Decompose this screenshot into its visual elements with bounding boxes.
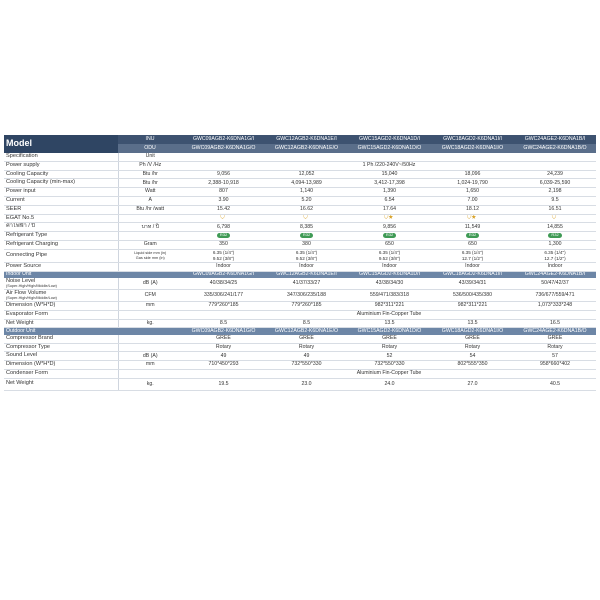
value-cell: 16.51 — [514, 205, 596, 214]
table-row — [4, 223, 596, 232]
row-label: Net Weight — [4, 378, 118, 390]
egat-cell — [182, 214, 265, 223]
spec-table — [4, 135, 596, 391]
value-cell: 49 — [182, 352, 265, 361]
refrigerant-cell — [514, 232, 596, 241]
value-cell: Rotary — [348, 343, 431, 352]
inu-model: GWC09AGB2-K6DNA1G/I — [182, 135, 265, 144]
row-unit — [118, 262, 182, 271]
table-row — [4, 370, 596, 379]
table-row — [4, 335, 596, 343]
pipe-cell — [182, 249, 265, 262]
table-row — [4, 205, 596, 214]
row-label: Net Weight — [4, 319, 118, 328]
section-title: Indoor Unit — [4, 271, 118, 278]
table-row — [4, 179, 596, 188]
value-cell: 23.0 — [265, 378, 348, 390]
value-cell: 9,056 — [182, 170, 265, 179]
row-label: Refrigerant Type — [4, 232, 118, 241]
value-cell: 3.90 — [182, 196, 265, 205]
value-cell: 536/500/435/380 — [431, 290, 514, 302]
value-cell: 710*450*293 — [182, 361, 265, 370]
row-label: Compressor Type — [4, 343, 118, 352]
row-label: Connecting Pipe — [4, 249, 118, 262]
value-cell: 57 — [514, 352, 596, 361]
value-cell: 15,040 — [348, 170, 431, 179]
outdoor-model: GWC12AGB2-K6DNA1E/O — [265, 328, 348, 335]
table-row — [4, 319, 596, 328]
value-cell: 380 — [265, 240, 348, 249]
value-cell: 16.5 — [514, 319, 596, 328]
egat-cell — [514, 214, 596, 223]
table-row — [4, 310, 596, 319]
table-row — [4, 352, 596, 361]
value-cell: 7.00 — [431, 196, 514, 205]
value-cell: 6,798 — [182, 223, 265, 232]
egat-cell — [348, 214, 431, 223]
value-cell: 6.54 — [348, 196, 431, 205]
value-cell: 1,650 — [431, 188, 514, 197]
pipe-liquid: 6.35 (1/4") — [461, 249, 484, 255]
pipe-gas: 12.7 (1/2") — [544, 255, 566, 261]
table-row — [4, 378, 596, 390]
row-unit: Btu /hr /watt — [118, 205, 182, 214]
energy-label-icon: ⛉ — [551, 215, 557, 222]
value-cell: 982*311*221 — [431, 302, 514, 311]
value-cell: 2,198 — [514, 188, 596, 197]
value-cell: Rotary — [431, 343, 514, 352]
row-label: Dimension (W*H*D) — [4, 302, 118, 311]
table-row — [4, 214, 596, 223]
refrigerant-cell — [431, 232, 514, 241]
value-cell: 40.5 — [514, 378, 596, 390]
row-label: Cooling Capacity (min-max) — [4, 179, 118, 188]
row-label: Air Flow Volume (Super-High/High/Middle/Low) — [4, 290, 118, 302]
table-cell — [118, 232, 182, 241]
row-unit: Btu /hr — [118, 170, 182, 179]
row-unit: dB (A) — [118, 352, 182, 361]
value-cell: 9.5 — [514, 196, 596, 205]
value-cell: 24,239 — [514, 170, 596, 179]
odu-model: GWC15AGD2-K6DNA1D/O — [348, 144, 431, 153]
row-unit: Ph /V /Hz — [118, 161, 182, 170]
table-row — [4, 153, 596, 161]
pipe-unit: Liquid side mm (in) — [134, 250, 167, 255]
value-cell: 18.12 — [431, 205, 514, 214]
value-cell: GREE — [182, 335, 265, 343]
egat-cell — [431, 214, 514, 223]
value-cell: 12,052 — [265, 170, 348, 179]
row-unit — [118, 370, 182, 379]
value-cell: 19.5 — [182, 378, 265, 390]
pipe-gas: 9.52 (3/8") — [295, 255, 318, 261]
inu-model: GWC15AGD2-K6DNA1D/I — [348, 135, 431, 144]
value-cell: 1,390 — [348, 188, 431, 197]
row-label: Power input — [4, 188, 118, 197]
value-cell: 982*311*221 — [348, 302, 431, 311]
row-label: Noise Level (Super-High/High/Middle/Low) — [4, 278, 118, 290]
energy-label-icon: ⛉★ — [466, 215, 477, 222]
value-cell: 779*260*185 — [182, 302, 265, 311]
value-cell: 11,549 — [431, 223, 514, 232]
row-label: Current — [4, 196, 118, 205]
table-row — [4, 278, 596, 290]
odu-model: GWC18AGD2-K6DNA1I/O — [431, 144, 514, 153]
value-cell: GREE — [514, 335, 596, 343]
refrigerant-badge: R32 — [383, 233, 396, 237]
pipe-cell — [431, 249, 514, 262]
pipe-cell — [265, 249, 348, 262]
row-unit: Unit — [118, 153, 182, 161]
table-row — [4, 262, 596, 271]
table-row — [4, 196, 596, 205]
value-cell: Indoor — [265, 262, 348, 271]
value-cell: 9,856 — [348, 223, 431, 232]
row-unit: A — [118, 196, 182, 205]
row-label: EGAT No.5 — [4, 214, 118, 223]
value-cell: 732*550*330 — [348, 361, 431, 370]
header-row-inu — [4, 135, 596, 144]
pipe-gas: 9.52 (3/8") — [212, 255, 235, 261]
row-unit: mm — [118, 302, 182, 311]
section-title: Outdoor Unit — [4, 328, 118, 335]
value-cell: 8.5 — [265, 319, 348, 328]
table-row — [4, 240, 596, 249]
value-cell: 49 — [265, 352, 348, 361]
value-cell: Indoor — [182, 262, 265, 271]
row-unit: kg. — [118, 319, 182, 328]
pipe-unit: Gas side mm (in) — [135, 255, 165, 260]
value-cell: 8,385 — [265, 223, 348, 232]
odu-label: ODU — [118, 144, 182, 153]
pipe-cell — [514, 249, 596, 262]
row-unit — [118, 343, 182, 352]
inu-model: GWC18AGD2-K6DNA1I/I — [431, 135, 514, 144]
pipe-liquid: 6.35 (1/4") — [212, 249, 235, 255]
table-cell — [118, 328, 182, 335]
value-cell: 54 — [431, 352, 514, 361]
row-label: Power supply — [4, 161, 118, 170]
row-unit — [118, 335, 182, 343]
value-cell: 958*660*402 — [514, 361, 596, 370]
value-cell: 347/306/235/188 — [265, 290, 348, 302]
table-row — [4, 161, 596, 170]
refrigerant-badge: R32 — [466, 233, 479, 237]
pipe-liquid: 6.35 (1/4") — [544, 249, 566, 255]
energy-label-icon: ⛉ — [303, 215, 308, 222]
value-cell: 43/39/34/31 — [431, 278, 514, 290]
row-label: Dimension (W*H*D) — [4, 361, 118, 370]
value-cell: GREE — [265, 335, 348, 343]
pipe-gas: 12.7 (1/2") — [461, 255, 484, 261]
value-cell: 16.62 — [265, 205, 348, 214]
value-cell: 807 — [182, 188, 265, 197]
value-cell: 5.20 — [265, 196, 348, 205]
row-label: Compressor Brand — [4, 335, 118, 343]
indoor-model: GWC12AGB2-K6DNA1E/I — [265, 271, 348, 278]
row-label: Sound Level — [4, 352, 118, 361]
value-cell: 559/471/383/318 — [348, 290, 431, 302]
row-unit: CFM — [118, 290, 182, 302]
row-unit — [118, 249, 182, 262]
row-unit — [118, 310, 182, 319]
value-cell: 802*555*350 — [431, 361, 514, 370]
value-cell: 1,073*333*248 — [514, 302, 596, 311]
odu-model: GWC09AGB2-K6DNA1G/O — [182, 144, 265, 153]
value-cell: 50/47/42/37 — [514, 278, 596, 290]
value-cell: 732*550*330 — [265, 361, 348, 370]
pipe-cell — [348, 249, 431, 262]
refrigerant-cell — [265, 232, 348, 241]
value-cell: 650 — [431, 240, 514, 249]
value-cell: Rotary — [182, 343, 265, 352]
model-heading: Model — [4, 135, 118, 153]
indoor-model: GWC18AGD2-K6DNA1I/I — [431, 271, 514, 278]
odu-model: GWC12AGB2-K6DNA1E/O — [265, 144, 348, 153]
row-unit: Gram — [118, 240, 182, 249]
value-cell: 1,300 — [514, 240, 596, 249]
value-cell: 1,140 — [265, 188, 348, 197]
table-row — [4, 343, 596, 352]
row-unit: บาท / ปี — [118, 223, 182, 232]
value-cell: 14,855 — [514, 223, 596, 232]
value-cell: Aluminium Fin-Copper Tube — [182, 310, 596, 319]
row-unit: kg. — [118, 378, 182, 390]
table-cell — [182, 153, 596, 161]
value-cell: GREE — [431, 335, 514, 343]
refrigerant-badge: R32 — [300, 233, 313, 237]
energy-label-icon: ⛉★ — [383, 215, 394, 222]
pipe-liquid: 6.35 (1/4") — [295, 249, 318, 255]
table-row — [4, 361, 596, 370]
refrigerant-cell — [348, 232, 431, 241]
value-cell: Indoor — [514, 262, 596, 271]
refrigerant-badge: R32 — [548, 233, 561, 237]
row-label: ค่าไฟฟ้า / ปี — [4, 223, 118, 232]
value-cell: Aluminium Fin-Copper Tube — [182, 370, 596, 379]
row-unit: dB (A) — [118, 278, 182, 290]
value-cell: 40/38/34/25 — [182, 278, 265, 290]
row-unit: Btu /hr — [118, 179, 182, 188]
value-cell: 15.42 — [182, 205, 265, 214]
value-cell: 350 — [182, 240, 265, 249]
table-row — [4, 249, 596, 262]
indoor-section-row — [4, 271, 596, 278]
refrigerant-badge: R32 — [217, 233, 230, 237]
value-cell: 27.0 — [431, 378, 514, 390]
value-cell: 13.5 — [431, 319, 514, 328]
value-cell: 8.5 — [182, 319, 265, 328]
table-cell — [118, 271, 182, 278]
value-cell: Rotary — [514, 343, 596, 352]
value-cell: 6,039-25,590 — [514, 179, 596, 188]
value-cell: GREE — [348, 335, 431, 343]
row-label: Power Source — [4, 262, 118, 271]
value-cell: 4,094-13,989 — [265, 179, 348, 188]
value-cell: 3,412-17,398 — [348, 179, 431, 188]
row-label: SEER — [4, 205, 118, 214]
value-cell: 650 — [348, 240, 431, 249]
table-row — [4, 170, 596, 179]
outdoor-model: GWC09AGB2-K6DNA1G/O — [182, 328, 265, 335]
table-row — [4, 302, 596, 311]
row-sublabel: (Super-High/High/Middle/Low) — [6, 284, 57, 289]
value-cell: 52 — [348, 352, 431, 361]
energy-label-icon: ⛉ — [220, 215, 225, 222]
row-label: Cooling Capacity — [4, 170, 118, 179]
value-cell: 1,024-19,790 — [431, 179, 514, 188]
pipe-liquid: 6.35 (1/4") — [378, 249, 401, 255]
refrigerant-cell — [182, 232, 265, 241]
inu-model: GWC12AGB2-K6DNA1E/I — [265, 135, 348, 144]
value-cell: 41/37/33/27 — [265, 278, 348, 290]
value-cell: 1 Ph /220-240V~/50Hz — [182, 161, 596, 170]
table-row — [4, 232, 596, 241]
indoor-model: GWC15AGD2-K6DNA1D/I — [348, 271, 431, 278]
odu-model: GWC24AGE2-K6DNA1B/O — [514, 144, 596, 153]
value-cell: 779*260*185 — [265, 302, 348, 311]
pipe-gas: 9.52 (3/8") — [378, 255, 401, 261]
outdoor-model: GWC15AGD2-K6DNA1D/O — [348, 328, 431, 335]
outdoor-model: GWC24AGE2-K6DNA1B/O — [514, 328, 596, 335]
table-row — [4, 290, 596, 302]
inu-model: GWC24AGE2-K6DNA1B/I — [514, 135, 596, 144]
row-label: Condenser Form — [4, 370, 118, 379]
table-cell — [118, 214, 182, 223]
egat-cell — [265, 214, 348, 223]
value-cell: Rotary — [265, 343, 348, 352]
value-cell: 2,388-10,918 — [182, 179, 265, 188]
value-cell: Indoor — [431, 262, 514, 271]
row-label: Refrigerant Charging — [4, 240, 118, 249]
table-row — [4, 188, 596, 197]
value-cell: 17.64 — [348, 205, 431, 214]
value-cell: 13.5 — [348, 319, 431, 328]
value-cell: 24.0 — [348, 378, 431, 390]
row-unit: Watt — [118, 188, 182, 197]
value-cell: Indoor — [348, 262, 431, 271]
value-cell: 43/38/34/30 — [348, 278, 431, 290]
row-sublabel: (Super-High/High/Middle/Low) — [6, 296, 57, 301]
row-label: Evaporator Form — [4, 310, 118, 319]
inu-label: INU — [118, 135, 182, 144]
outdoor-section-row — [4, 328, 596, 335]
row-label: Specification — [4, 153, 118, 161]
indoor-model: GWC24AGE2-K6DNA1B/I — [514, 271, 596, 278]
outdoor-model: GWC18AGD2-K6DNA1I/O — [431, 328, 514, 335]
row-unit: mm — [118, 361, 182, 370]
value-cell: 18,096 — [431, 170, 514, 179]
value-cell: 335/306/241/177 — [182, 290, 265, 302]
value-cell: 736/677/559/471 — [514, 290, 596, 302]
indoor-model: GWC09AGB2-K6DNA1G/I — [182, 271, 265, 278]
